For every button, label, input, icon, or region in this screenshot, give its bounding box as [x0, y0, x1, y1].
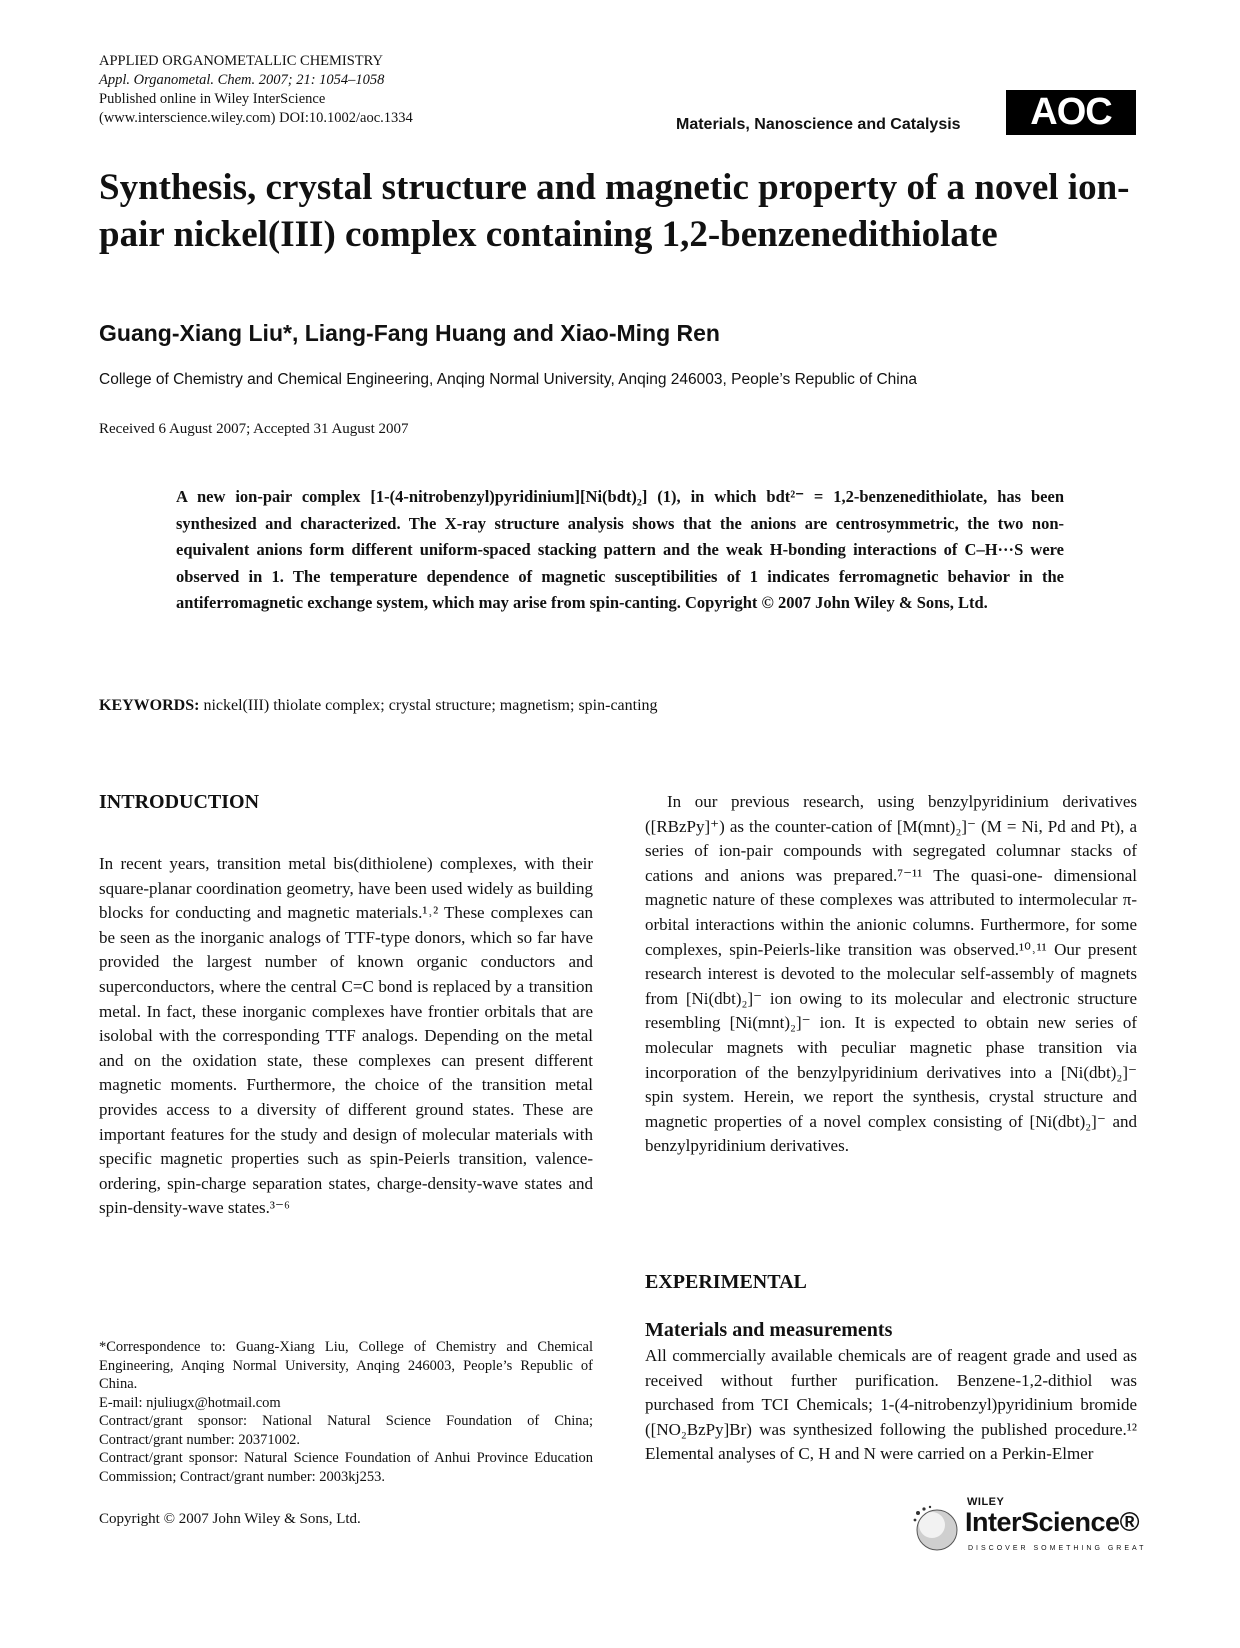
logo-tagline: DISCOVER SOMETHING GREAT [968, 1545, 1147, 1552]
correspondence-email: E-mail: njuliugx@hotmail.com [99, 1394, 281, 1411]
materials-subheading: Materials and measurements [645, 1319, 893, 1341]
doi-line: (www.interscience.wiley.com) DOI:10.1002/aoc.1334 [99, 110, 413, 126]
keywords-label: KEYWORDS: [99, 697, 200, 714]
intro-heading: INTRODUCTION [99, 791, 260, 813]
logo-wiley-text: WILEY [967, 1496, 1005, 1508]
keywords-text: nickel(III) thiolate complex; crystal structure; magnetism; spin-canting [199, 697, 658, 714]
grant-sponsor-1: Contract/grant sponsor: National Natural Science Foundation of China; Contract/grant number: 20371002. [99, 1413, 593, 1448]
journal-header [99, 52, 413, 128]
section-tag: Materials, Nanoscience and Catalysis [676, 116, 961, 133]
logo-brand-text: InterScience® [965, 1507, 1139, 1537]
copyright-notice: Copyright © 2007 John Wiley & Sons, Ltd. [99, 1511, 361, 1527]
abstract: A new ion-pair complex [1-(4-nitrobenzyl)pyridinium][Ni(bdt)₂] (1), in which bdt²⁻ = 1,2-benzenedithiolate, has been synthesized and characterized. The X-ray structure analysis shows that the anions are centrosymmetric, the two non-equivalent anions form different uniform-spaced stacking pattern and the weak H-bonding interactions of C–H···S were observed in 1. The temperature dependence of magnetic susceptibilities of 1 indicates ferromagnetic behavior in the antiferromagnetic exchange system, which may arise from spin-canting. Copyright © 2007 John Wiley & Sons, Ltd. [176, 487, 1064, 612]
received-dates: Received 6 August 2007; Accepted 31 August 2007 [99, 421, 409, 437]
journal-citation: Appl. Organometal. Chem. 2007; 21: 1054–1058 [99, 72, 385, 88]
publication-note: Published online in Wiley InterScience [99, 91, 326, 107]
journal-name: APPLIED ORGANOMETALLIC CHEMISTRY [99, 53, 384, 69]
aoc-badge: AOC [1006, 90, 1136, 135]
wiley-interscience-logo [912, 1496, 1147, 1563]
correspondence-text: *Correspondence to: Guang-Xiang Liu, College of Chemistry and Chemical Engineering, Anqing Normal University, Anqing 246003, People’s Republic of China. [99, 1339, 593, 1392]
experimental-heading: EXPERIMENTAL [645, 1271, 807, 1293]
keywords [99, 697, 658, 715]
affiliation: College of Chemistry and Chemical Engineering, Anqing Normal University, Anqing 246003, People’s Republic of China [99, 371, 917, 388]
author-list: Guang-Xiang Liu*, Liang-Fang Huang and Xiao-Ming Ren [99, 320, 720, 346]
globe-icon [912, 1505, 962, 1555]
intro-paragraph-1: In recent years, transition metal bis(dithiolene) complexes, with their square-planar coordination geometry, have been used widely as building blocks for conducting and magnetic materials.¹˒² These complexes can be seen as the inorganic analogs of TTF-type donors, which so far have provided the largest number of known organic conductors and superconductors, where the central C=C bond is replaced by a transition metal. In fact, these inorganic complexes have frontier orbitals that are isolobal with the corresponding TTF analogs. Depending on the metal and on the oxidation state, these complexes can present different magnetic moments. Furthermore, the choice of the transition metal provides access to a diversity of different ground states. These are important features for the study and design of molecular materials with specific magnetic properties such as spin-Peierls transition, valence-ordering, spin-charge separation states, charge-density-wave states and spin-density-wave states.³⁻⁶ [99, 854, 593, 1218]
grant-sponsor-2: Contract/grant sponsor: Natural Science Foundation of Anhui Province Education Commission; Contract/grant number: 2003kj253. [99, 1450, 593, 1485]
correspondence-footnote [99, 1338, 593, 1486]
article-title: Synthesis, crystal structure and magnetic property of a novel ion-pair nickel(III) complex containing 1,2-benzenedithiolate [99, 167, 1130, 255]
materials-paragraph: All commercially available chemicals are of reagent grade and used as received without further purification. Benzene-1,2-dithiol was purchased from TCI Chemicals; 1-(4-nitrobenzyl)pyridinium bromide ([NO₂BzPy]Br) was synthesized following the published procedure.¹² Elemental analyses of C, H and N were carried on a Perkin-Elmer [645, 1346, 1137, 1464]
intro-paragraph-2: In our previous research, using benzylpyridinium derivatives ([RBzPy]⁺) as the counter-cation of [M(mnt)₂]⁻ (M = Ni, Pd and Pt), a series of ion-pair compounds with segregated columnar stacks of cations and anions was prepared.⁷⁻¹¹ The quasi-one- dimensional magnetic nature of these complexes was attributed to intermolecular π-orbital interactions within the anionic columns. Furthermore, for some complexes, spin-Peierls-like transition was observed.¹⁰˒¹¹ Our present research interest is devoted to the molecular self-assembly of magnets from [Ni(dbt)₂]⁻ ion owing to its molecular and electronic structure resembling [Ni(mnt)₂]⁻ ion. It is expected to obtain new series of molecular magnets with peculiar magnetic phase transition via incorporation of the benzylpyridinium derivatives into a [Ni(dbt)₂]⁻ spin system. Herein, we report the synthesis, crystal structure and magnetic properties of a novel complex consisting of [Ni(dbt)₂]⁻ and benzylpyridinium derivatives. [645, 792, 1137, 1156]
